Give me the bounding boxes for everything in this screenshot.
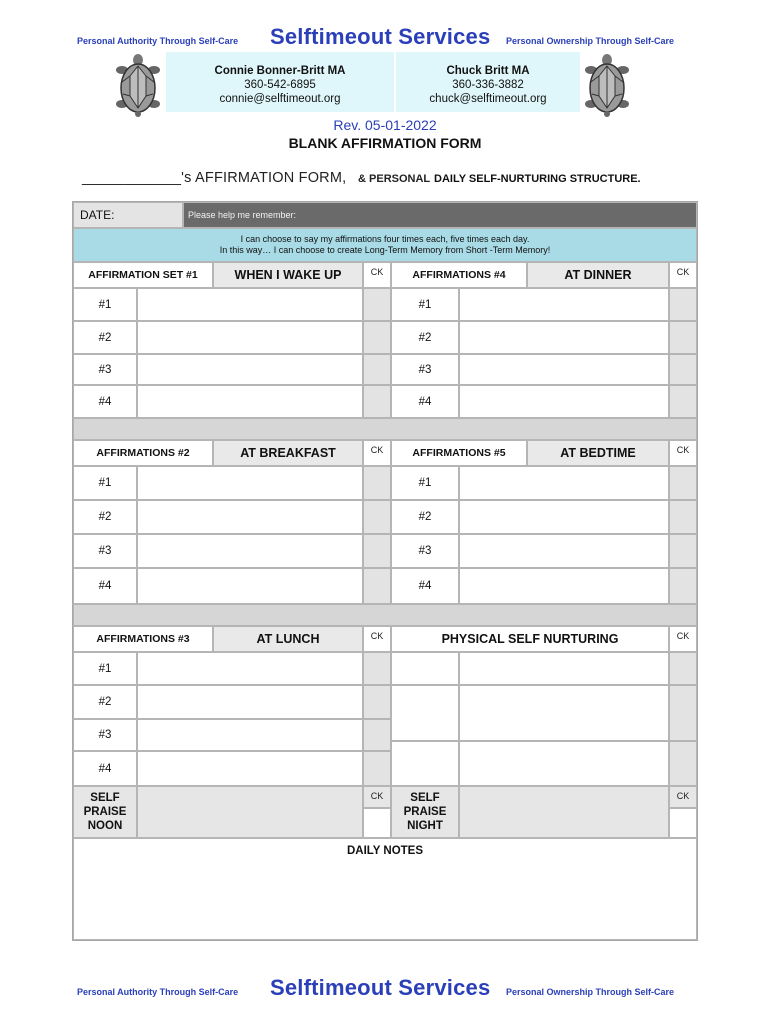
row-number: #2 (73, 500, 137, 534)
ck-header: CK (669, 626, 697, 652)
set1-label: AFFIRMATION SET #1 (73, 262, 213, 288)
self-praise-word: NOON (87, 820, 123, 832)
set3-time: AT LUNCH (213, 626, 363, 652)
check-box[interactable] (363, 466, 391, 500)
section-divider (73, 418, 697, 440)
ck-header: CK (363, 262, 391, 288)
check-box[interactable] (669, 685, 697, 741)
row-number: #3 (391, 534, 459, 568)
row-number: #4 (73, 751, 137, 786)
check-box[interactable] (363, 808, 391, 838)
set4-time: AT DINNER (527, 262, 669, 288)
check-box[interactable] (669, 652, 697, 685)
ck-header: CK (363, 786, 391, 808)
affirmation-entry[interactable] (459, 466, 669, 500)
self-praise-word: SELF (410, 792, 440, 804)
physical-entry[interactable] (459, 652, 669, 685)
physical-nurturing-label: PHYSICAL SELF NURTURING (391, 626, 669, 652)
form-title: BLANK AFFIRMATION FORM (288, 135, 482, 151)
check-box[interactable] (363, 751, 391, 786)
check-box[interactable] (669, 534, 697, 568)
check-box[interactable] (669, 741, 697, 786)
check-box[interactable] (669, 354, 697, 385)
affirmation-form-grid (72, 201, 698, 941)
check-box[interactable] (669, 466, 697, 500)
ck-header: CK (669, 786, 697, 808)
info-banner (73, 228, 697, 262)
set3-label: AFFIRMATIONS #3 (73, 626, 213, 652)
revision-date: Rev. 05-01-2022 (333, 117, 437, 133)
check-box[interactable] (363, 500, 391, 534)
check-box[interactable] (363, 685, 391, 719)
remember-banner: Please help me remember: (183, 202, 697, 228)
header-brand: Selftimeout Services (270, 24, 491, 49)
ck-header: CK (669, 440, 697, 466)
header-tagline-right: Personal Ownership Through Self-Care (506, 36, 675, 46)
check-box[interactable] (363, 534, 391, 568)
affirmation-entry[interactable] (459, 385, 669, 418)
self-praise-night-entry[interactable] (459, 786, 669, 838)
self-praise-night-label (391, 786, 459, 838)
row-number: #1 (391, 288, 459, 321)
self-praise-noon-entry[interactable] (137, 786, 363, 838)
affirmation-entry[interactable] (459, 534, 669, 568)
row-number: #1 (73, 288, 137, 321)
affirmation-entry[interactable] (459, 321, 669, 354)
check-box[interactable] (363, 719, 391, 751)
row-number: #2 (73, 321, 137, 354)
footer-tagline-right: Personal Ownership Through Self-Care (506, 987, 675, 997)
ck-header: CK (363, 440, 391, 466)
heading-rest: DAILY SELF-NURTURING STRUCTURE. (434, 173, 641, 185)
physical-entry[interactable] (459, 741, 669, 786)
row-number: #4 (73, 385, 137, 418)
contact-connie (166, 52, 394, 112)
contact-chuck (396, 52, 580, 112)
self-praise-word: PRAISE (403, 806, 447, 818)
row-number: #3 (73, 534, 137, 568)
affirmation-entry[interactable] (137, 354, 363, 385)
row-number: #3 (73, 354, 137, 385)
affirmation-entry[interactable] (137, 288, 363, 321)
check-box[interactable] (669, 500, 697, 534)
row-number: #1 (391, 466, 459, 500)
check-box[interactable] (669, 321, 697, 354)
heading-amp: & PERSONAL (358, 173, 431, 185)
row-number: #3 (73, 719, 137, 751)
affirmation-entry[interactable] (137, 685, 363, 719)
ck-header: CK (669, 262, 697, 288)
check-box[interactable] (363, 385, 391, 418)
set2-time: AT BREAKFAST (213, 440, 363, 466)
row-number: #4 (391, 568, 459, 604)
contact-phone: 360-542-6895 (244, 79, 316, 91)
turtle-icon (582, 52, 632, 118)
name-blank[interactable]: ____________ (82, 170, 182, 186)
section-divider (73, 604, 697, 626)
row-number: #2 (391, 321, 459, 354)
check-box[interactable] (669, 568, 697, 604)
footer-brand: Selftimeout Services (270, 975, 491, 1000)
check-box[interactable] (669, 288, 697, 321)
date-label: DATE: (73, 202, 183, 228)
self-praise-word: SELF (90, 792, 120, 804)
self-praise-word: PRAISE (83, 806, 127, 818)
affirmation-entry[interactable] (459, 568, 669, 604)
check-box[interactable] (363, 652, 391, 685)
physical-entry-label[interactable] (391, 652, 459, 685)
set5-time: AT BEDTIME (527, 440, 669, 466)
check-box[interactable] (363, 321, 391, 354)
contact-email[interactable]: chuck@selftimeout.org (429, 93, 547, 105)
row-number: #4 (391, 385, 459, 418)
check-box[interactable] (669, 808, 697, 838)
set4-label: AFFIRMATIONS #4 (391, 262, 527, 288)
check-box[interactable] (669, 385, 697, 418)
affirmation-entry[interactable] (137, 321, 363, 354)
affirmation-entry[interactable] (137, 534, 363, 568)
info-line-2: In this way… I can choose to create Long-Term Memory from Short -Term Memory! (219, 245, 551, 255)
form-heading (82, 169, 641, 186)
row-number: #4 (73, 568, 137, 604)
info-line-1: I can choose to say my affirmations four times each, five times each day. (240, 234, 530, 244)
affirmation-entry[interactable] (137, 751, 363, 786)
check-box[interactable] (363, 354, 391, 385)
heading-main: 's AFFIRMATION FORM, (181, 170, 347, 186)
turtle-icon (113, 52, 163, 118)
contact-name: Connie Bonner-Britt MA (214, 65, 346, 77)
set1-time: WHEN I WAKE UP (213, 262, 363, 288)
contact-email[interactable]: connie@selftimeout.org (219, 93, 341, 105)
self-praise-noon-label (73, 786, 137, 838)
contact-phone: 360-336-3882 (452, 79, 524, 91)
affirmation-entry[interactable] (459, 288, 669, 321)
footer-tagline-left: Personal Authority Through Self-Care (77, 987, 239, 997)
affirmation-entry[interactable] (137, 568, 363, 604)
ck-header: CK (363, 626, 391, 652)
row-number: #2 (73, 685, 137, 719)
affirmation-entry[interactable] (137, 385, 363, 418)
affirmation-entry[interactable] (137, 652, 363, 685)
header-tagline-left: Personal Authority Through Self-Care (77, 36, 239, 46)
physical-entry[interactable] (459, 685, 669, 741)
row-number: #1 (73, 652, 137, 685)
daily-notes-label: DAILY NOTES (346, 845, 424, 857)
contact-name: Chuck Britt MA (446, 65, 530, 77)
self-praise-word: NIGHT (407, 820, 443, 832)
set5-label: AFFIRMATIONS #5 (391, 440, 527, 466)
daily-notes-area[interactable] (73, 838, 697, 940)
check-box[interactable] (363, 288, 391, 321)
affirmation-entry[interactable] (137, 500, 363, 534)
row-number: #2 (391, 500, 459, 534)
physical-entry-label[interactable] (391, 685, 459, 741)
affirmation-entry[interactable] (459, 500, 669, 534)
check-box[interactable] (363, 568, 391, 604)
row-number: #1 (73, 466, 137, 500)
affirmation-entry[interactable] (459, 354, 669, 385)
affirmation-entry[interactable] (137, 719, 363, 751)
physical-entry-label[interactable] (391, 741, 459, 786)
row-number: #3 (391, 354, 459, 385)
affirmation-entry[interactable] (137, 466, 363, 500)
set2-label: AFFIRMATIONS #2 (73, 440, 213, 466)
